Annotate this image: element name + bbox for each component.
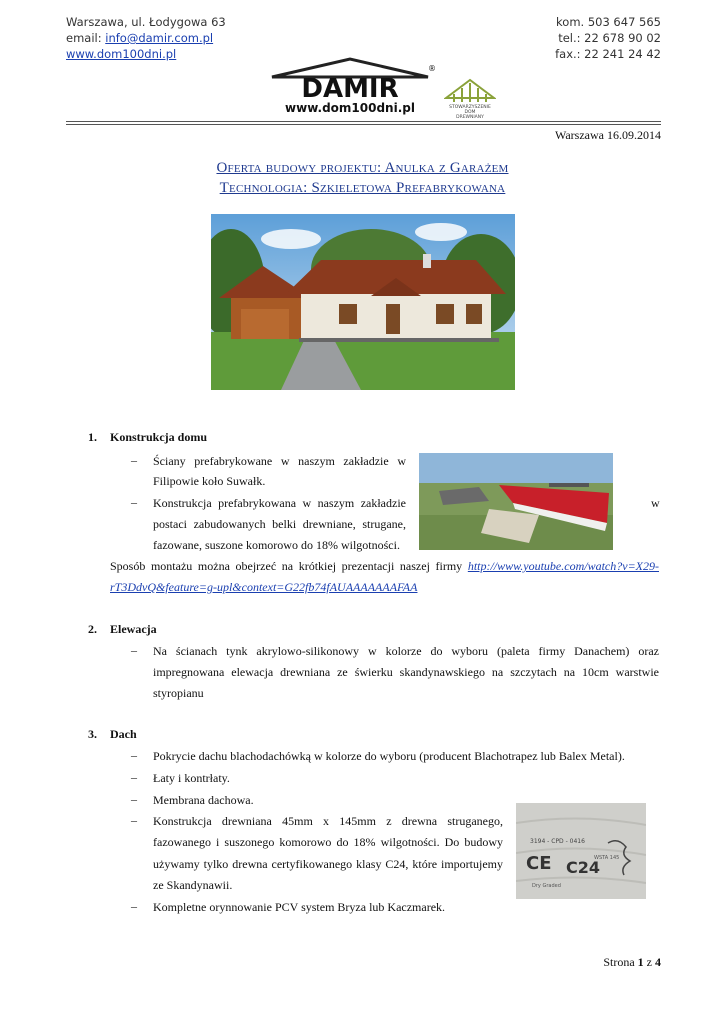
- email-line: email: info@damir.com.pl: [66, 31, 214, 45]
- company-address: Warszawa, ul. Łodygowa 63: [66, 15, 226, 29]
- bullet-dash: –: [131, 495, 137, 509]
- section-3-number: 3.: [88, 727, 97, 741]
- svg-text:DOM: DOM: [464, 110, 476, 115]
- registered-mark: ®: [428, 64, 436, 73]
- logo-url-text: www.dom100dni.pl: [285, 101, 415, 115]
- email-link[interactable]: info@damir.com.pl: [105, 31, 214, 45]
- section-3-item-3: Membrana dachowa.: [153, 793, 254, 807]
- office-phone: tel.: 22 678 90 02: [558, 31, 661, 45]
- section-3-item-4-line-1: Konstrukcja drewniana 45mm x 145mm z drewna struganego,: [153, 814, 503, 828]
- contact-right: [555, 14, 661, 62]
- section-3-item-1: Pokrycie dachu blachodachówką w kolorze do wyboru (producent Blachotrapez lub Balex Metal).: [153, 749, 625, 763]
- section-1-number: 1.: [88, 430, 97, 444]
- section-1-item-2-line-1: Konstrukcja prefabrykowana w naszym zakładzie: [153, 496, 406, 510]
- technology-title: Technologia: Szkieletowa Prefabrykowana: [219, 180, 506, 196]
- youtube-presentation-link-cont[interactable]: rT3DdvQ&feature=g-upl&context=G22fb74fAUAAAAAAAFAA: [110, 580, 418, 594]
- offer-title: Oferta budowy projektu: Anulka z Garażem: [216, 160, 509, 176]
- header-rule: [66, 121, 661, 122]
- fax-number: fax.: 22 241 24 42: [555, 47, 661, 61]
- section-2-item-line-3: styropianu: [153, 686, 204, 700]
- dry-graded-text: Dry Graded: [532, 883, 561, 889]
- section-2-number: 2.: [88, 622, 97, 636]
- factory-aerial-photo: [419, 453, 613, 550]
- section-1-note-line-2: [110, 579, 417, 595]
- svg-text:STOWARZYSZENIE: STOWARZYSZENIE: [449, 105, 491, 110]
- section-1-item-1-line-1: Ściany prefabrykowane w naszym zakładzie w: [153, 454, 406, 468]
- bullet-dash: –: [131, 643, 137, 657]
- bullet-dash: –: [131, 748, 137, 762]
- page-number: Strona 1 z 4: [603, 955, 661, 969]
- damir-logo: [262, 57, 438, 115]
- stamp-brand-text: WSTA 145: [594, 855, 620, 861]
- bullet-dash: –: [131, 813, 137, 827]
- header-rule-2: [66, 124, 661, 125]
- youtube-presentation-link[interactable]: http://www.youtube.com/watch?v=X29-: [467, 559, 659, 573]
- section-1-note-line-1: Sposób montażu można obejrzeć na krótkiej prezentacji naszej firmy http://www.youtube.com/watch?v=X29-: [110, 559, 659, 573]
- section-2-item-line-1: Na ścianach tynk akrylowo-silikonowy w kolorze do wyboru (paleta firmy Danachem) oraz: [153, 644, 659, 658]
- section-1-item-2-line-2: postaci zabudowanych belki drewniane, strugane,: [153, 517, 406, 531]
- document-date: Warszawa 16.09.2014: [554, 128, 661, 142]
- c24-timber-stamp-photo: [516, 803, 646, 899]
- bullet-dash: –: [131, 899, 137, 913]
- section-1-heading: Konstrukcja domu: [110, 430, 208, 444]
- wooden-house-association-logo: [444, 78, 496, 120]
- website-link[interactable]: www.dom100dni.pl: [66, 47, 177, 61]
- bullet-dash: –: [131, 792, 137, 806]
- section-3-item-2: Łaty i kontrłaty.: [153, 771, 230, 785]
- section-1-item-2-word: w: [651, 496, 660, 510]
- ce-mark: CE: [526, 853, 552, 874]
- bullet-dash: –: [131, 770, 137, 784]
- c24-grade-text: C24: [566, 858, 601, 877]
- bullet-dash: –: [131, 453, 137, 467]
- section-3-item-5: Kompletne orynnowanie PCV system Bryza lub Kaczmarek.: [153, 900, 446, 914]
- section-1-item-2-line-3: fazowane, suszone komorowo do 18% wilgotności.: [153, 538, 400, 552]
- section-3-item-4-line-3: używamy tylko drewna certyfikowanego klasy C24, które importujemy: [153, 857, 503, 871]
- section-2-heading: Elewacja: [110, 622, 157, 636]
- logo-brand-text: DAMIR: [301, 74, 399, 104]
- stamp-code-text: 3194 - CPD - 0416: [530, 838, 585, 845]
- section-1-item-1-line-2: Filipowie koło Suwałk.: [153, 474, 266, 488]
- section-2-item-line-2: impregnowana elewacja drewniana ze świerku skandynawskiego na szczytach na 10cm warstwie: [153, 665, 659, 679]
- contact-left: [66, 14, 226, 62]
- svg-text:DREWNIANY: DREWNIANY: [456, 115, 484, 120]
- house-rendering-image: [211, 214, 515, 390]
- mobile-phone: kom. 503 647 565: [556, 15, 661, 29]
- section-3-item-4-line-4: ze Skandynawii.: [153, 878, 233, 892]
- section-3-heading: Dach: [110, 727, 137, 741]
- section-3-item-4-line-2: fazowanego i suszonego komorowo do 18% wilgotności. Do budowy: [153, 835, 503, 849]
